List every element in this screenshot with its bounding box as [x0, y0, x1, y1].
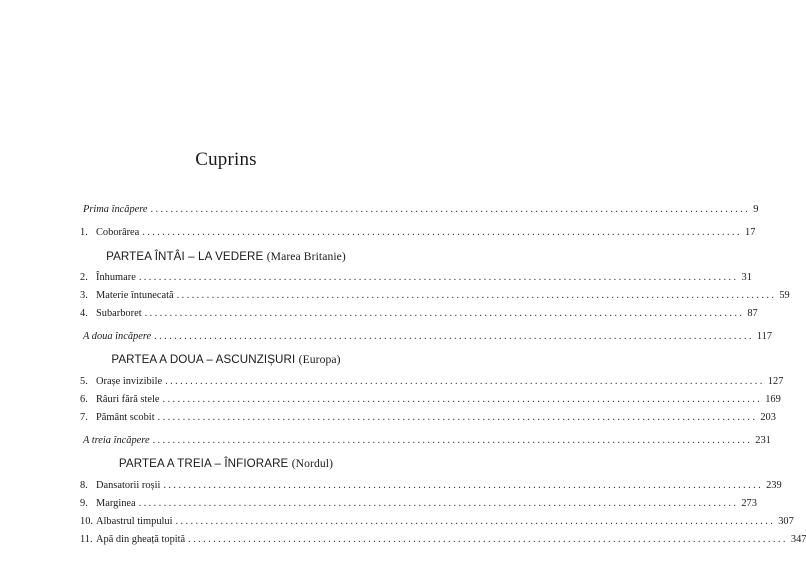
- dot-leader: ........................................................................................................................: [176, 290, 777, 301]
- entry-number: 3.: [80, 290, 88, 301]
- entry-number: 11.: [80, 534, 93, 545]
- entry-page: 203: [760, 412, 776, 423]
- entry-number: 9.: [80, 498, 88, 509]
- dot-leader: ........................................................................................................................: [144, 308, 745, 319]
- entry-number: 7.: [80, 412, 88, 423]
- entry-number: 4.: [80, 308, 88, 319]
- entry-number: 6.: [80, 394, 88, 405]
- dot-leader: ........................................................................................................................: [165, 376, 765, 387]
- entry-number: 2.: [80, 272, 88, 283]
- entry-page: 87: [747, 308, 758, 319]
- entry-title: Apă din gheață topită: [96, 534, 186, 545]
- entry-page: 31: [741, 272, 752, 283]
- toc-entry: [80, 393, 781, 407]
- toc-entry: [80, 434, 771, 448]
- dot-leader: ........................................................................................................................: [154, 331, 754, 342]
- entry-page: 59: [779, 290, 790, 301]
- dot-leader: ........................................................................................................................: [138, 272, 739, 283]
- entry-title: Coborârea: [96, 227, 140, 238]
- toc-entry: [80, 479, 782, 493]
- dot-leader: ........................................................................................................................: [163, 480, 764, 491]
- entry-number: 8.: [80, 480, 88, 491]
- entry-page: 307: [778, 516, 794, 527]
- entry-title: Marginea: [96, 498, 136, 509]
- dot-leader: ........................................................................................................................: [175, 516, 776, 527]
- part-region: (Marea Britanie): [266, 250, 346, 263]
- part-title: PARTEA ÎNTÂI – LA VEDERE: [106, 250, 264, 263]
- toc-entry: [80, 497, 757, 511]
- page-title: Cuprins: [195, 149, 257, 170]
- entry-title: Pământ scobit: [96, 412, 155, 423]
- entry-page: 117: [756, 331, 773, 342]
- part-region: (Europa): [298, 353, 341, 366]
- entry-page: 239: [766, 480, 782, 491]
- toc-entry: [80, 411, 776, 425]
- entry-title: Râuri fără stele: [96, 394, 160, 405]
- toc-entry: [80, 375, 784, 389]
- entry-title: Albastrul timpului: [96, 516, 173, 527]
- entry-page: 17: [745, 227, 756, 238]
- toc-entry: [80, 330, 773, 344]
- entry-number: 1.: [80, 227, 88, 238]
- part-heading: [0, 249, 452, 265]
- dot-leader: ........................................................................................................................: [152, 435, 753, 446]
- toc-entry: [80, 515, 794, 529]
- entry-title: A treia încăpere: [83, 435, 150, 446]
- dot-leader: ........................................................................................................................: [157, 412, 758, 423]
- entry-title: A doua încăpere: [83, 331, 152, 342]
- entry-page: 127: [767, 376, 784, 387]
- dot-leader: ........................................................................................................................: [142, 227, 742, 238]
- part-region: (Nordul): [291, 457, 334, 470]
- part-heading: [0, 352, 452, 368]
- dot-leader: ........................................................................................................................: [138, 498, 739, 509]
- toc-entry: [80, 226, 756, 240]
- part-title: PARTEA A DOUA – ASCUNZIȘURI: [111, 353, 296, 366]
- part-heading: [0, 456, 452, 472]
- entry-title: Materie întunecată: [96, 290, 174, 301]
- entry-title: Subarboret: [96, 308, 142, 319]
- toc-entry: [80, 307, 758, 321]
- entry-page: 231: [755, 435, 771, 446]
- entry-page: 347: [790, 534, 806, 545]
- toc-entry: [80, 289, 790, 303]
- toc-entry: [80, 203, 759, 217]
- entry-title: Prima încăpere: [83, 204, 148, 215]
- entry-number: 10.: [80, 516, 93, 527]
- entry-title: Orașe invizibile: [96, 376, 163, 387]
- part-title: PARTEA A TREIA – ÎNFIORARE: [118, 457, 289, 470]
- toc-entry: [80, 533, 806, 547]
- entry-page: 169: [765, 394, 781, 405]
- entry-page: 9: [753, 204, 759, 215]
- entry-number: 5.: [80, 376, 88, 387]
- toc-entry: [80, 271, 752, 285]
- entry-title: Înhumare: [96, 272, 136, 283]
- dot-leader: ........................................................................................................................: [150, 204, 751, 215]
- entry-title: Dansatorii roșii: [96, 480, 161, 491]
- dot-leader: ........................................................................................................................: [188, 534, 788, 545]
- dot-leader: ........................................................................................................................: [162, 394, 763, 405]
- entry-page: 273: [741, 498, 757, 509]
